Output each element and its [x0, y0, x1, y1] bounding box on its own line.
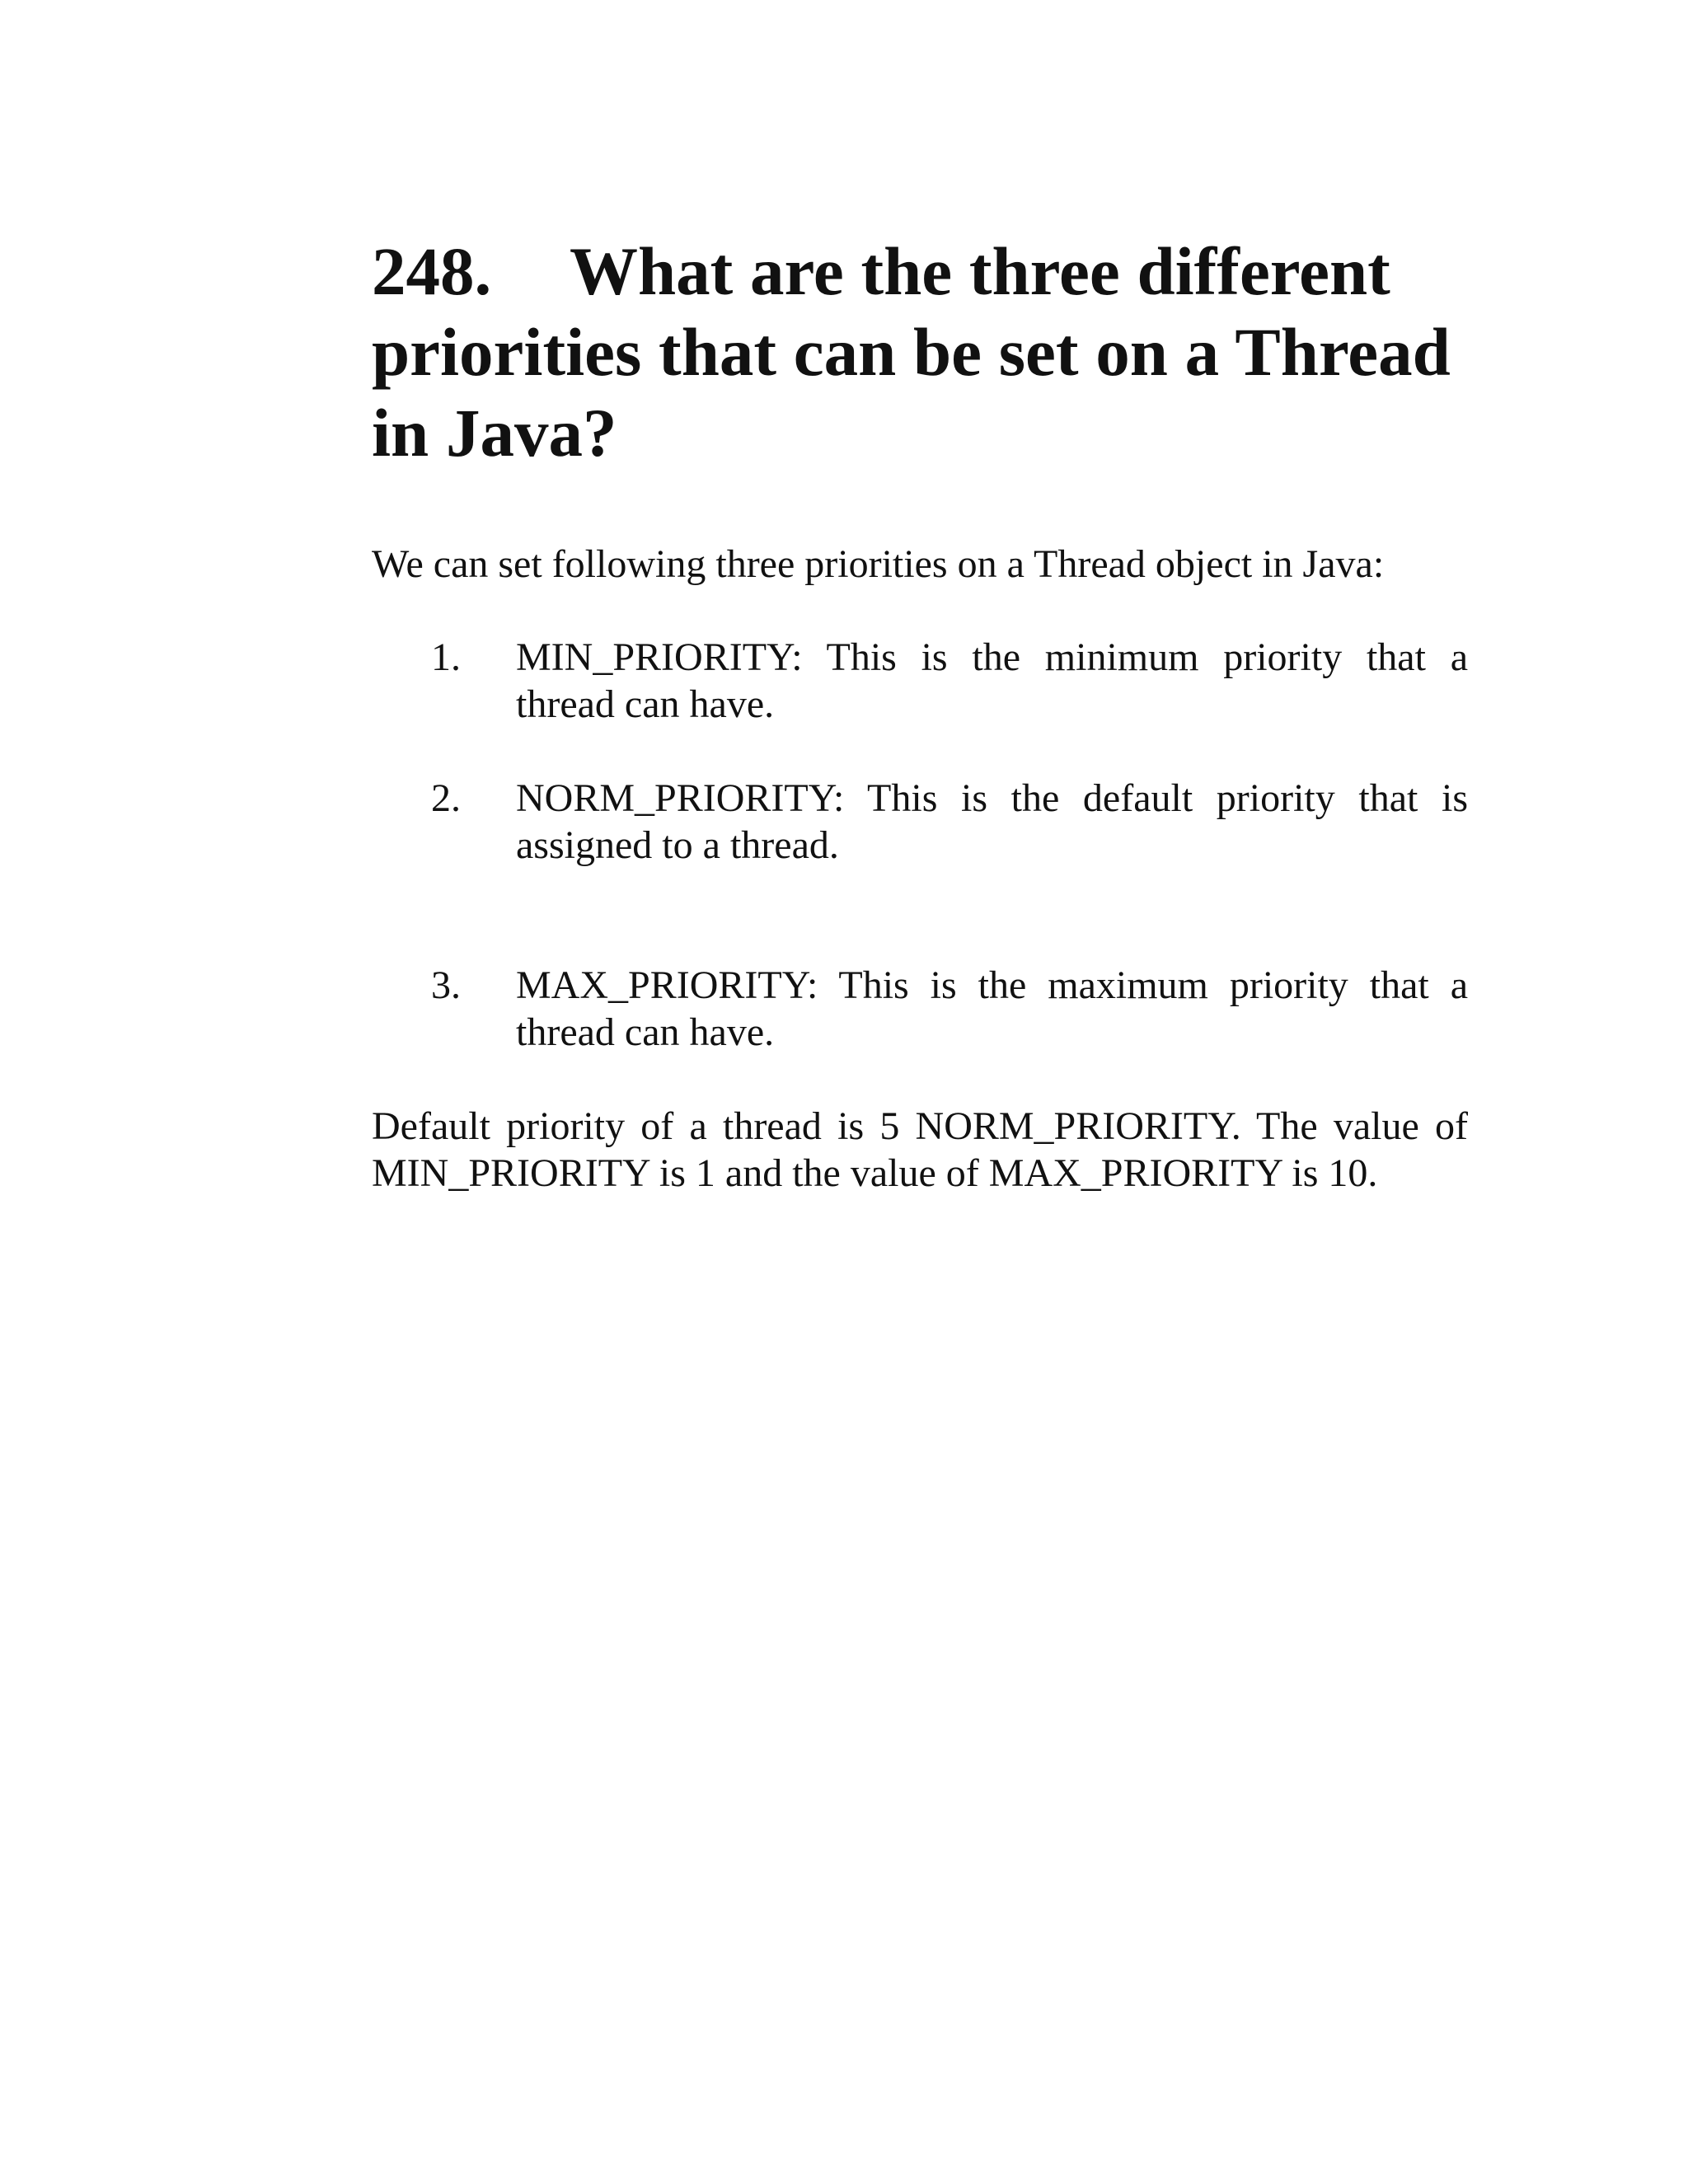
- list-item-number: 3.: [431, 963, 461, 1007]
- list-item: [372, 775, 1468, 869]
- list-item: [372, 962, 1468, 1056]
- list-item-text: MIN_PRIORITY: This is the minimum priority that a thread can have.: [516, 635, 1468, 726]
- question-heading: [372, 231, 1468, 473]
- list-item-text: MAX_PRIORITY: This is the maximum priority that a thread can have.: [516, 963, 1468, 1054]
- closing-paragraph: Default priority of a thread is 5 NORM_PRIORITY. The value of MIN_PRIORITY is 1 and the value of MAX_PRIORITY is 10.: [372, 1104, 1468, 1195]
- list-item-number: 1.: [431, 635, 461, 679]
- list-item: [372, 634, 1468, 728]
- list-item-text: NORM_PRIORITY: This is the default priority that is assigned to a thread.: [516, 776, 1468, 867]
- intro-paragraph: We can set following three priorities on a Thread object in Java:: [372, 542, 1385, 586]
- question-number: 248.: [372, 233, 492, 309]
- question-title: What are the three different priorities that can be set on a Thread in Java?: [372, 233, 1451, 471]
- list-item-number: 2.: [431, 776, 461, 820]
- priority-list: [372, 634, 1468, 1056]
- document-page: [372, 231, 1468, 1197]
